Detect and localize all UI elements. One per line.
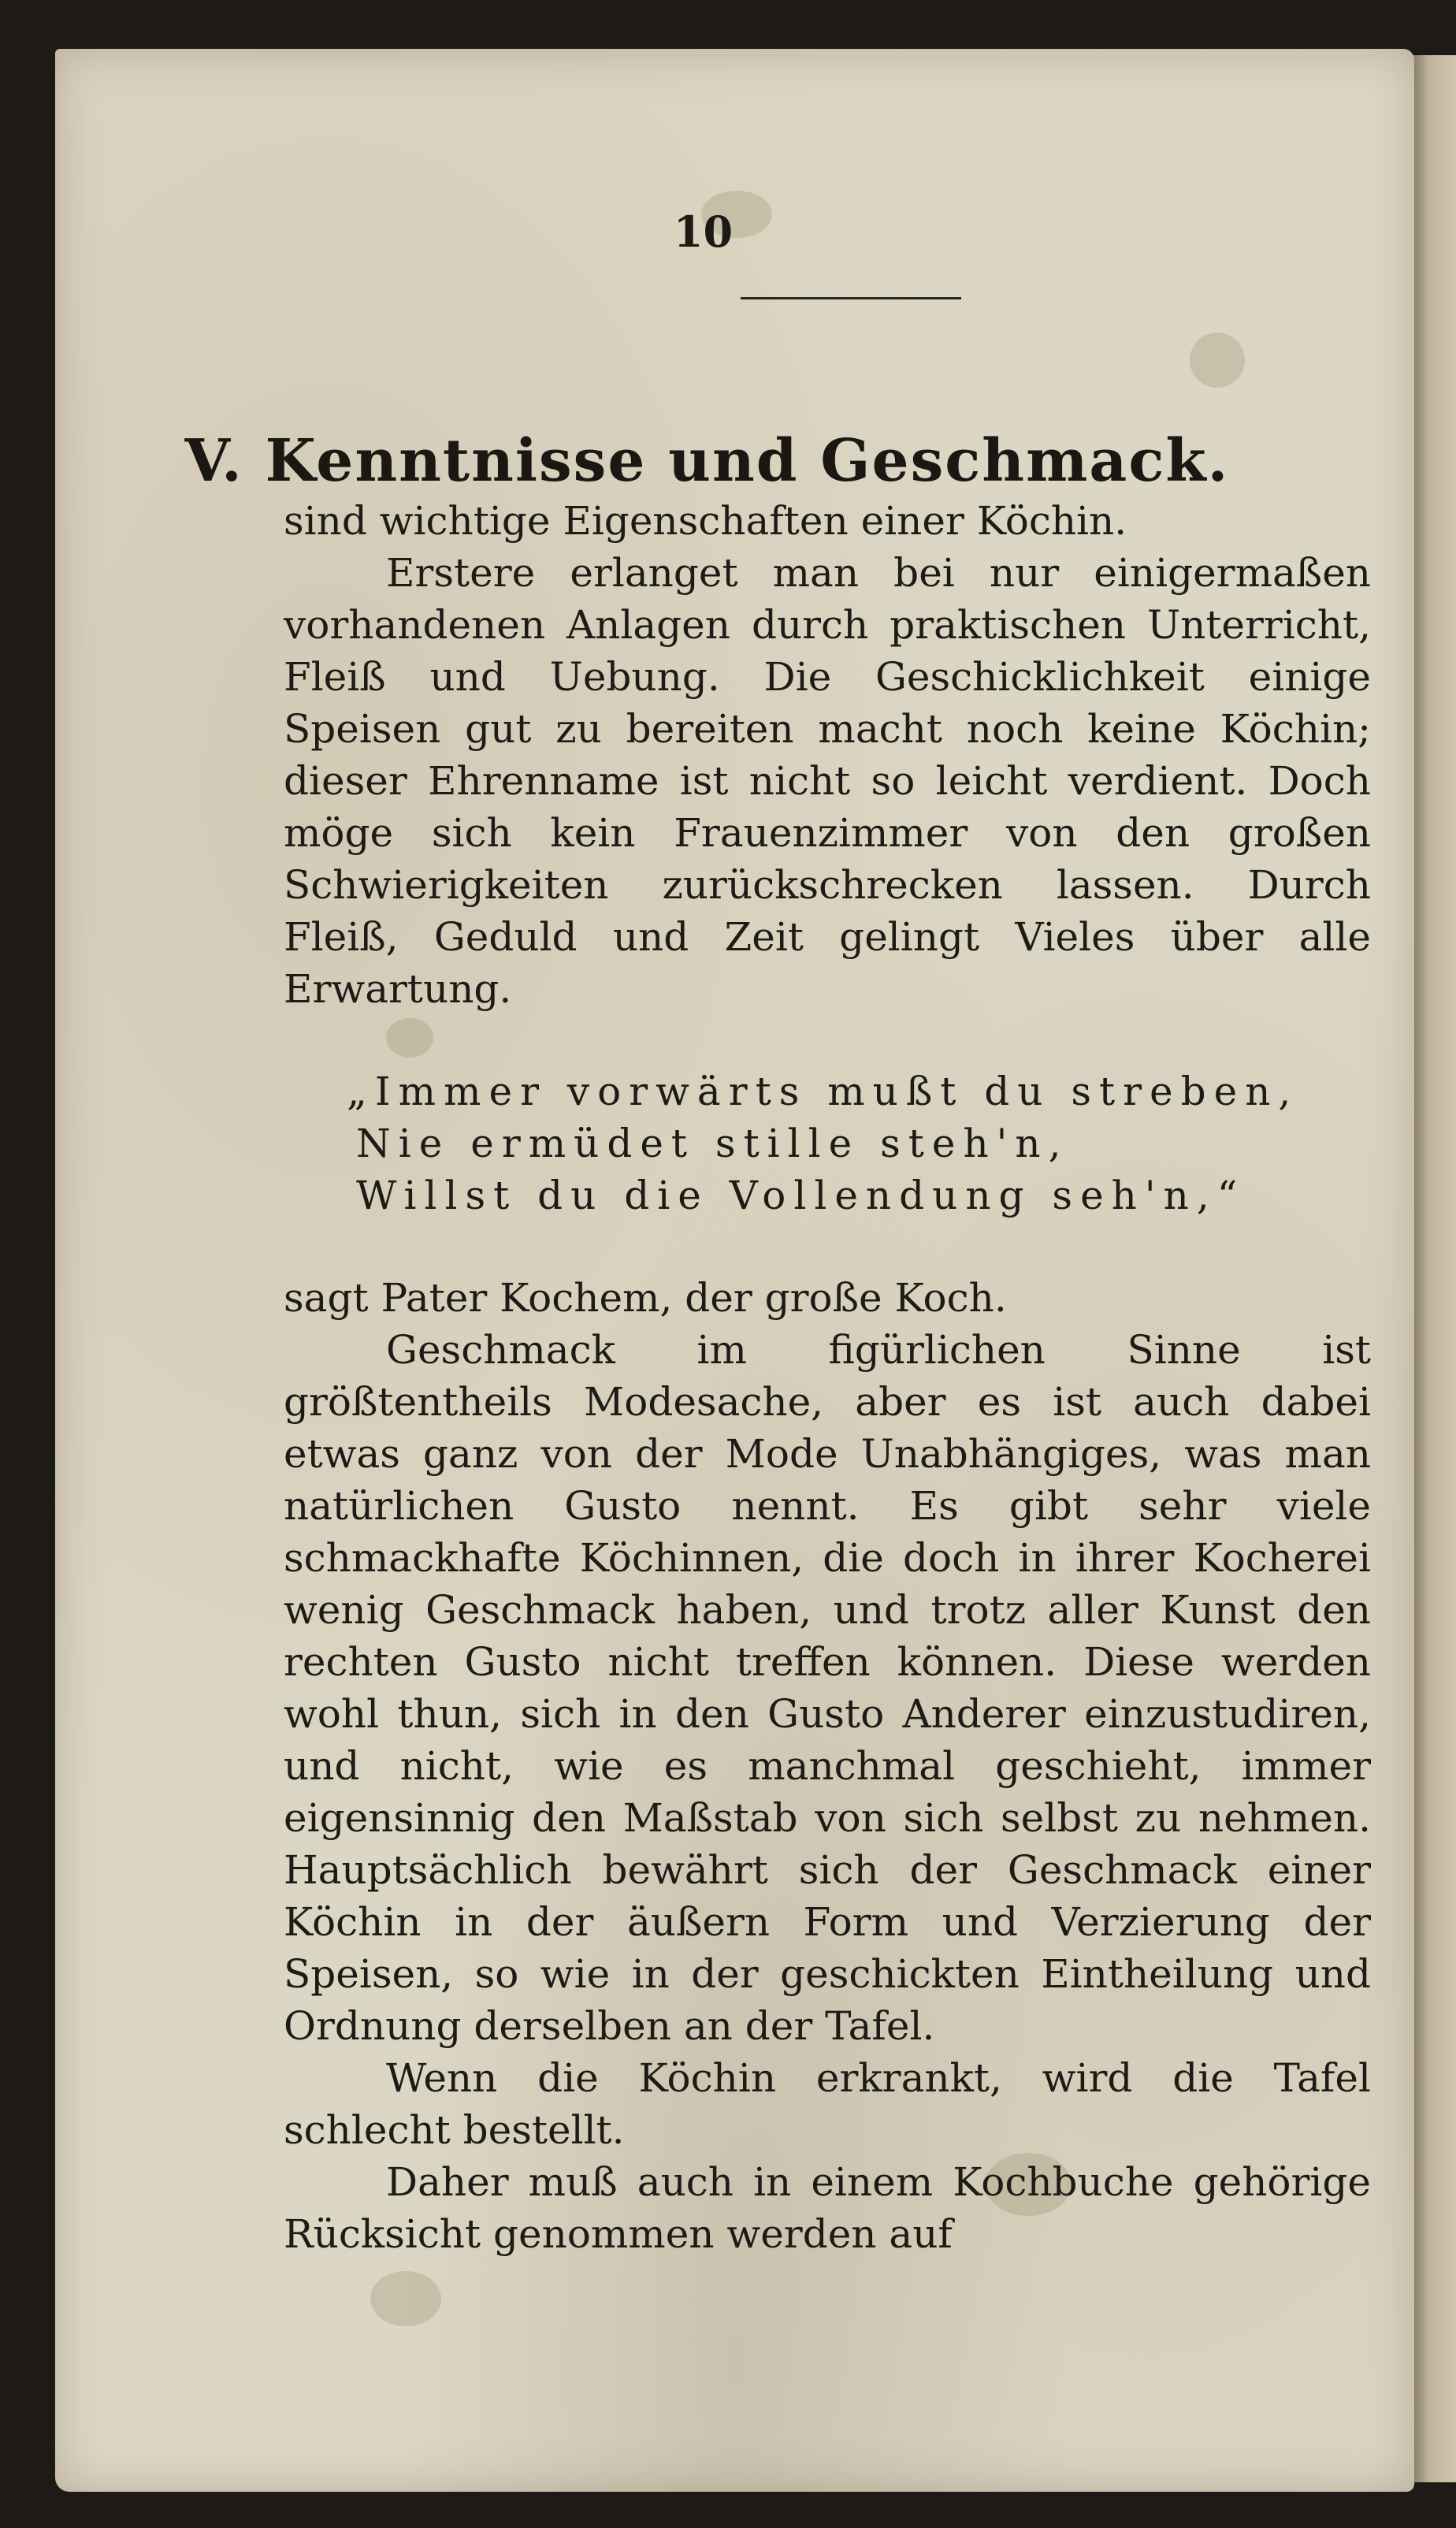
stain — [1190, 333, 1245, 388]
verse-line: Willst du die Vollendung seh'n,“ — [356, 1173, 1246, 1218]
stain — [370, 2271, 441, 2326]
body-text — [284, 495, 1371, 2260]
page-number: 10 — [673, 206, 734, 257]
paragraph: Erstere erlanget man bei nur einigermaßen vorhandenen Anlagen durch praktischen Unterricht, Fleiß und Uebung. Die Geschicklichkeit einige Speisen gut zu bereiten macht noch keine Köchin; dieser Ehrenname ist nicht so leicht verdient. Doch möge sich kein Frauenzimmer von den großen Schwierigkeiten zurückschrecken lassen. Durch Fleiß, Geduld und Zeit gelingt Vieles über alle Erwartung. — [284, 550, 1371, 1012]
paragraph: Wenn die Köchin erkrankt, wird die Tafel schlecht bestellt. — [284, 2055, 1371, 2153]
paragraph: sind wichtige Eigenschaften einer Köchin. — [284, 498, 1127, 544]
chapter-heading: V. Kenntnisse und Geschmack. — [184, 427, 1230, 495]
verse-line: Nie ermüdet stille steh'n, — [356, 1121, 1069, 1166]
paragraph: Geschmack im figürlichen Sinne ist größtentheils Modesache, aber es ist auch dabei etwas ganz von der Mode Unabhängiges, was man natürlichen Gusto nennt. Es gibt sehr viele schmackhafte Köchinnen, die doch in ihrer Kocherei wenig Geschmack haben, und trotz aller Kunst den rechten Gusto nicht treffen können. Diese werden wohl thun, sich in den Gusto Anderer einzustudiren, und nicht, wie es manchmal geschieht, immer eigensinnig den Maßstab von sich selbst zu nehmen. Hauptsächlich bewährt sich der Geschmack einer Köchin in der äußern Form und Verzierung der Speisen, so wie in der geschickten Eintheilung und Ordnung derselben an der Tafel. — [284, 1327, 1371, 2049]
paragraph: sagt Pater Kochem, der große Koch. — [284, 1275, 1007, 1321]
verse-line: „Immer vorwärts mußt du streben, — [347, 1069, 1299, 1114]
paragraph: Daher muß auch in einem Kochbuche gehörige Rücksicht genommen werden auf — [284, 2159, 1371, 2257]
facing-page-edge — [1410, 55, 1456, 2482]
page-number-rule — [741, 297, 961, 299]
quoted-verse — [347, 1065, 1371, 1221]
